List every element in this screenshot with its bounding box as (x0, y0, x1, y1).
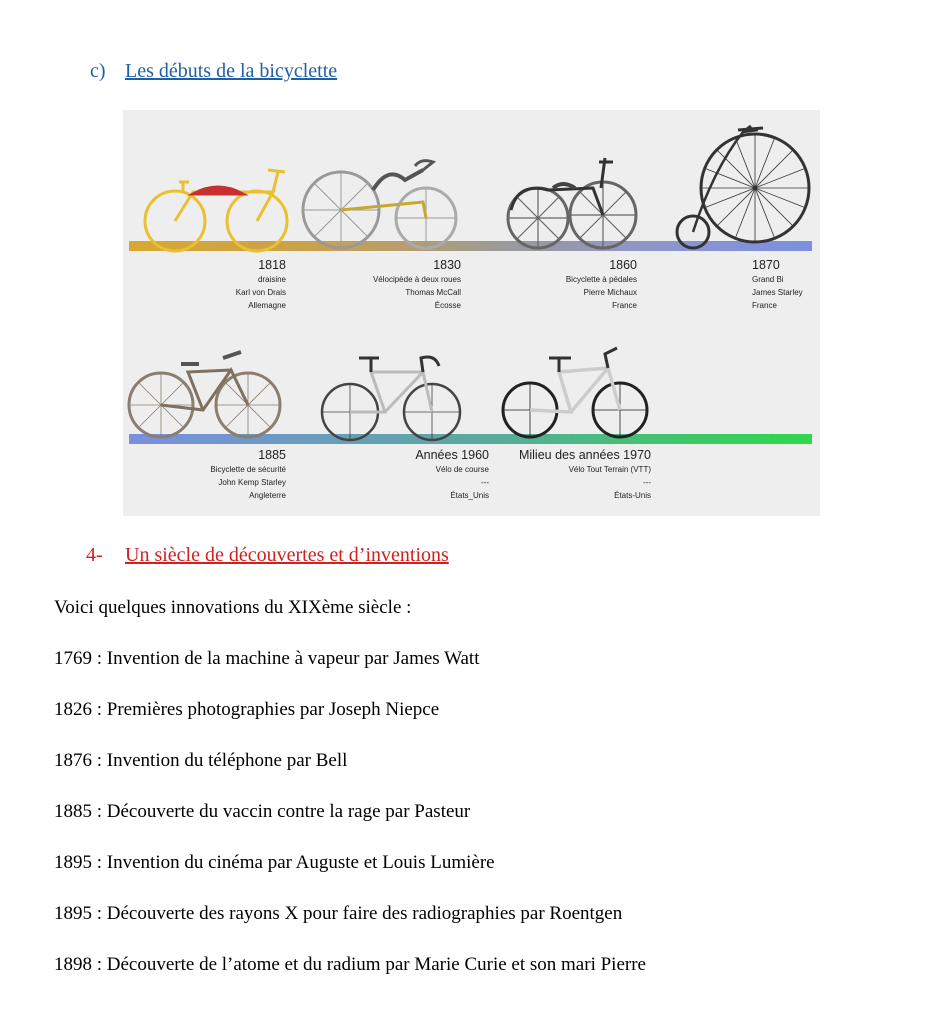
entry-name: draisine (257, 275, 286, 284)
bicycle-timeline-figure (123, 110, 820, 516)
entry-inventor: Pierre Michaux (583, 288, 637, 297)
entry-country: France (612, 301, 637, 310)
section-c-number: c) (90, 60, 106, 82)
entry-country: États_Unis (450, 491, 489, 500)
timeline-bar-row2 (129, 434, 812, 444)
entry-year: Années 1960 (415, 448, 489, 462)
road-bike-image (322, 357, 460, 440)
section-c-heading (90, 60, 337, 83)
entry-inventor: --- (643, 478, 651, 487)
timeline-entry-1885 (173, 448, 286, 502)
entry-country: France (752, 301, 777, 310)
entry-name: Vélo Tout Terrain (VTT) (568, 465, 651, 474)
entry-country: Écosse (434, 301, 461, 310)
entry-name: Vélo de course (435, 465, 489, 474)
penny-farthing-image (677, 126, 809, 248)
entry-year: 1830 (433, 258, 461, 272)
timeline-entry-1830 (341, 258, 461, 312)
timeline-entry-1860 (528, 258, 637, 312)
intro-paragraph: Voici quelques innovations du XIXème siècle : (54, 597, 412, 618)
section-c-title: Les débuts de la bicyclette (125, 60, 338, 82)
entry-inventor: Thomas McCall (405, 288, 461, 297)
section-4-number: 4- (86, 544, 103, 566)
innovation-item: 1895 : Découverte des rayons X pour faire des radiographies par Roentgen (54, 903, 623, 924)
innovation-item: 1769 : Invention de la machine à vapeur par James Watt (54, 648, 480, 669)
entry-country: États-Unis (614, 491, 651, 500)
section-4-title: Un siècle de découvertes et d’inventions (125, 544, 449, 566)
entry-country: Angleterre (249, 491, 286, 500)
innovation-item: 1826 : Premières photographies par Joseph Niepce (54, 699, 440, 720)
entry-inventor: James Starley (752, 288, 803, 297)
timeline-entry-1818 (193, 258, 286, 312)
entry-name: Bicyclette à pédales (565, 275, 637, 284)
timeline-bar-row1 (129, 241, 812, 251)
entry-name: Vélocipède à deux roues (372, 275, 461, 284)
section-4-heading (86, 544, 449, 567)
entry-year: Milieu des années 1970 (518, 448, 651, 462)
entry-year: 1860 (609, 258, 637, 272)
entry-year: 1870 (752, 258, 780, 272)
innovation-item: 1885 : Découverte du vaccin contre la rage par Pasteur (54, 801, 471, 822)
pedal-bike-image (508, 158, 636, 248)
entry-name: Grand Bi (752, 275, 784, 284)
timeline-entry-1960 (373, 448, 489, 502)
innovation-item: 1895 : Invention du cinéma par Auguste et Louis Lumière (54, 852, 495, 873)
entry-year: 1818 (258, 258, 286, 272)
entry-country: Allemagne (248, 301, 286, 310)
velocipede-bike-image (303, 161, 456, 248)
entry-name: Bicyclette de sécurité (210, 465, 286, 474)
draisine-bike-image (145, 170, 287, 251)
entry-year: 1885 (258, 448, 286, 462)
timeline-entry-1870 (752, 258, 820, 312)
entry-inventor: --- (481, 478, 489, 487)
innovation-item: 1876 : Invention du téléphone par Bell (54, 750, 348, 771)
entry-inventor: Karl von Drais (235, 288, 286, 297)
entry-inventor: John Kemp Starley (218, 478, 286, 487)
innovation-item: 1898 : Découverte de l’atome et du radium par Marie Curie et son mari Pierre (54, 954, 646, 975)
timeline-entry-1970 (501, 448, 651, 502)
safety-bike-image (129, 352, 280, 437)
mountain-bike-image (503, 348, 647, 437)
